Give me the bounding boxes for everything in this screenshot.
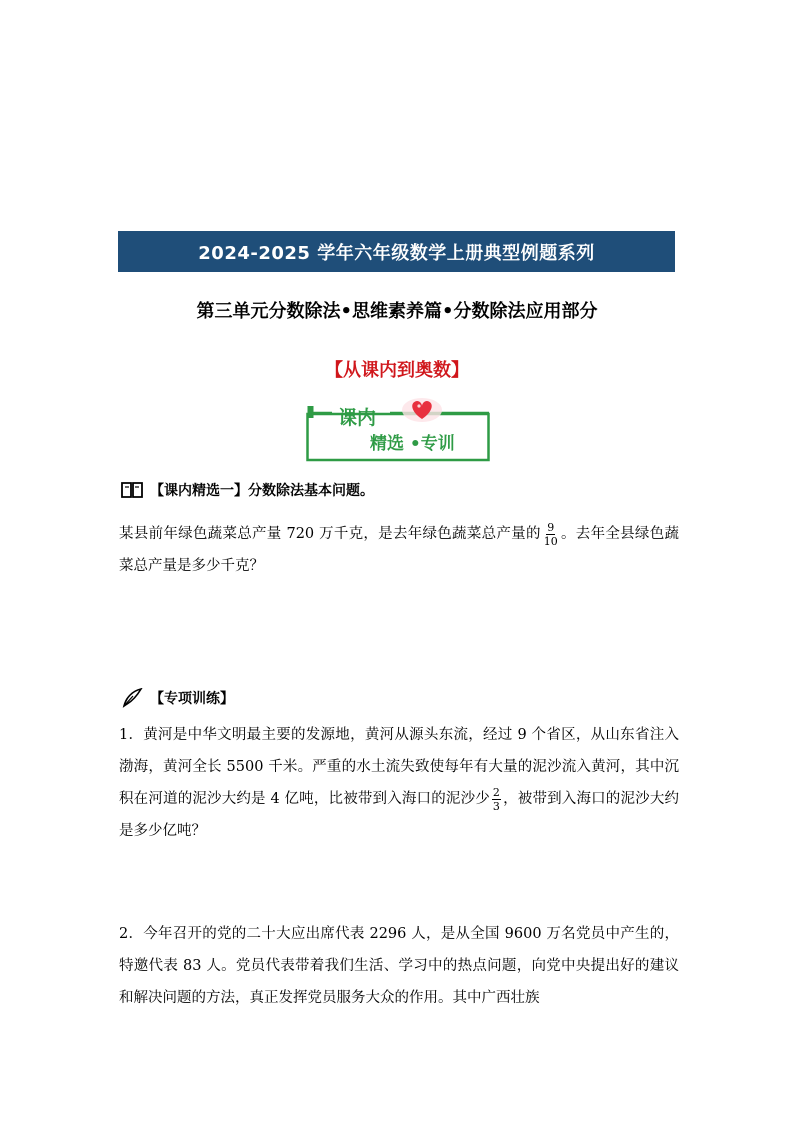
fraction-9-10 bbox=[543, 521, 559, 548]
fraction-numerator: 2 bbox=[492, 785, 500, 799]
section1-heading-row bbox=[120, 480, 374, 500]
banner-title: 2024-2025 学年六年级数学上册典型例题系列 bbox=[198, 242, 595, 264]
problem-example-1-text-a: 某县前年绿色蔬菜总产量 720 万千克，是去年绿色蔬菜总产量的 bbox=[119, 526, 541, 542]
badge-graphic bbox=[306, 396, 490, 462]
fraction-denominator: 10 bbox=[543, 534, 558, 548]
section2-heading-row bbox=[120, 688, 234, 708]
fraction-2-3 bbox=[492, 786, 501, 813]
badge-line2: 精选 •专训 bbox=[370, 434, 455, 454]
practice-problem-2 bbox=[119, 918, 679, 1014]
title-banner bbox=[118, 231, 675, 272]
section-tag: 【从课内到奥数】 bbox=[325, 360, 469, 381]
quill-pen-icon bbox=[120, 688, 144, 708]
practice-problem-1 bbox=[119, 719, 679, 847]
unit-subtitle: 第三单元分数除法•思维素养篇•分数除法应用部分 bbox=[196, 301, 598, 322]
heart-icon bbox=[402, 398, 442, 422]
problem-example-1 bbox=[119, 518, 679, 582]
practice-problem-2-text: 2．今年召开的党的二十大应出席代表 2296 人，是从全国 9600 万名党员中产生的，特邀代表 83 人。党员代表带着我们生活、学习中的热点问题，向党中央提出好的建议和解决问题的方法，真正发挥党员服务大众的作用。其中广西壮族 bbox=[119, 926, 679, 1006]
fraction-numerator: 9 bbox=[547, 520, 555, 534]
practice-problem-1-text-b: ，被带到入海口的泥沙大约是多少亿吨？ bbox=[119, 791, 679, 839]
practice-problem-1-text-a: 1．黄河是中华文明最主要的发源地，黄河从源头东流，经过 9 个省区，从山东省注入渤海，黄河全长 5500 千米。严重的水土流失致使每年有大量的泥沙流入黄河，其中沉积在河道的泥沙大约是 4 亿吨，比被带到入海口的泥沙少 bbox=[119, 727, 679, 807]
section2-heading: 【专项训练】 bbox=[150, 691, 234, 707]
problem-example-1-text-b: 。去年全县绿色蔬菜总产量是多少千克？ bbox=[119, 526, 679, 574]
section1-heading: 【课内精选一】分数除法基本问题。 bbox=[150, 483, 374, 499]
fraction-denominator: 3 bbox=[492, 799, 500, 813]
open-book-icon bbox=[120, 480, 144, 500]
badge-line1: 课内 bbox=[338, 407, 377, 429]
